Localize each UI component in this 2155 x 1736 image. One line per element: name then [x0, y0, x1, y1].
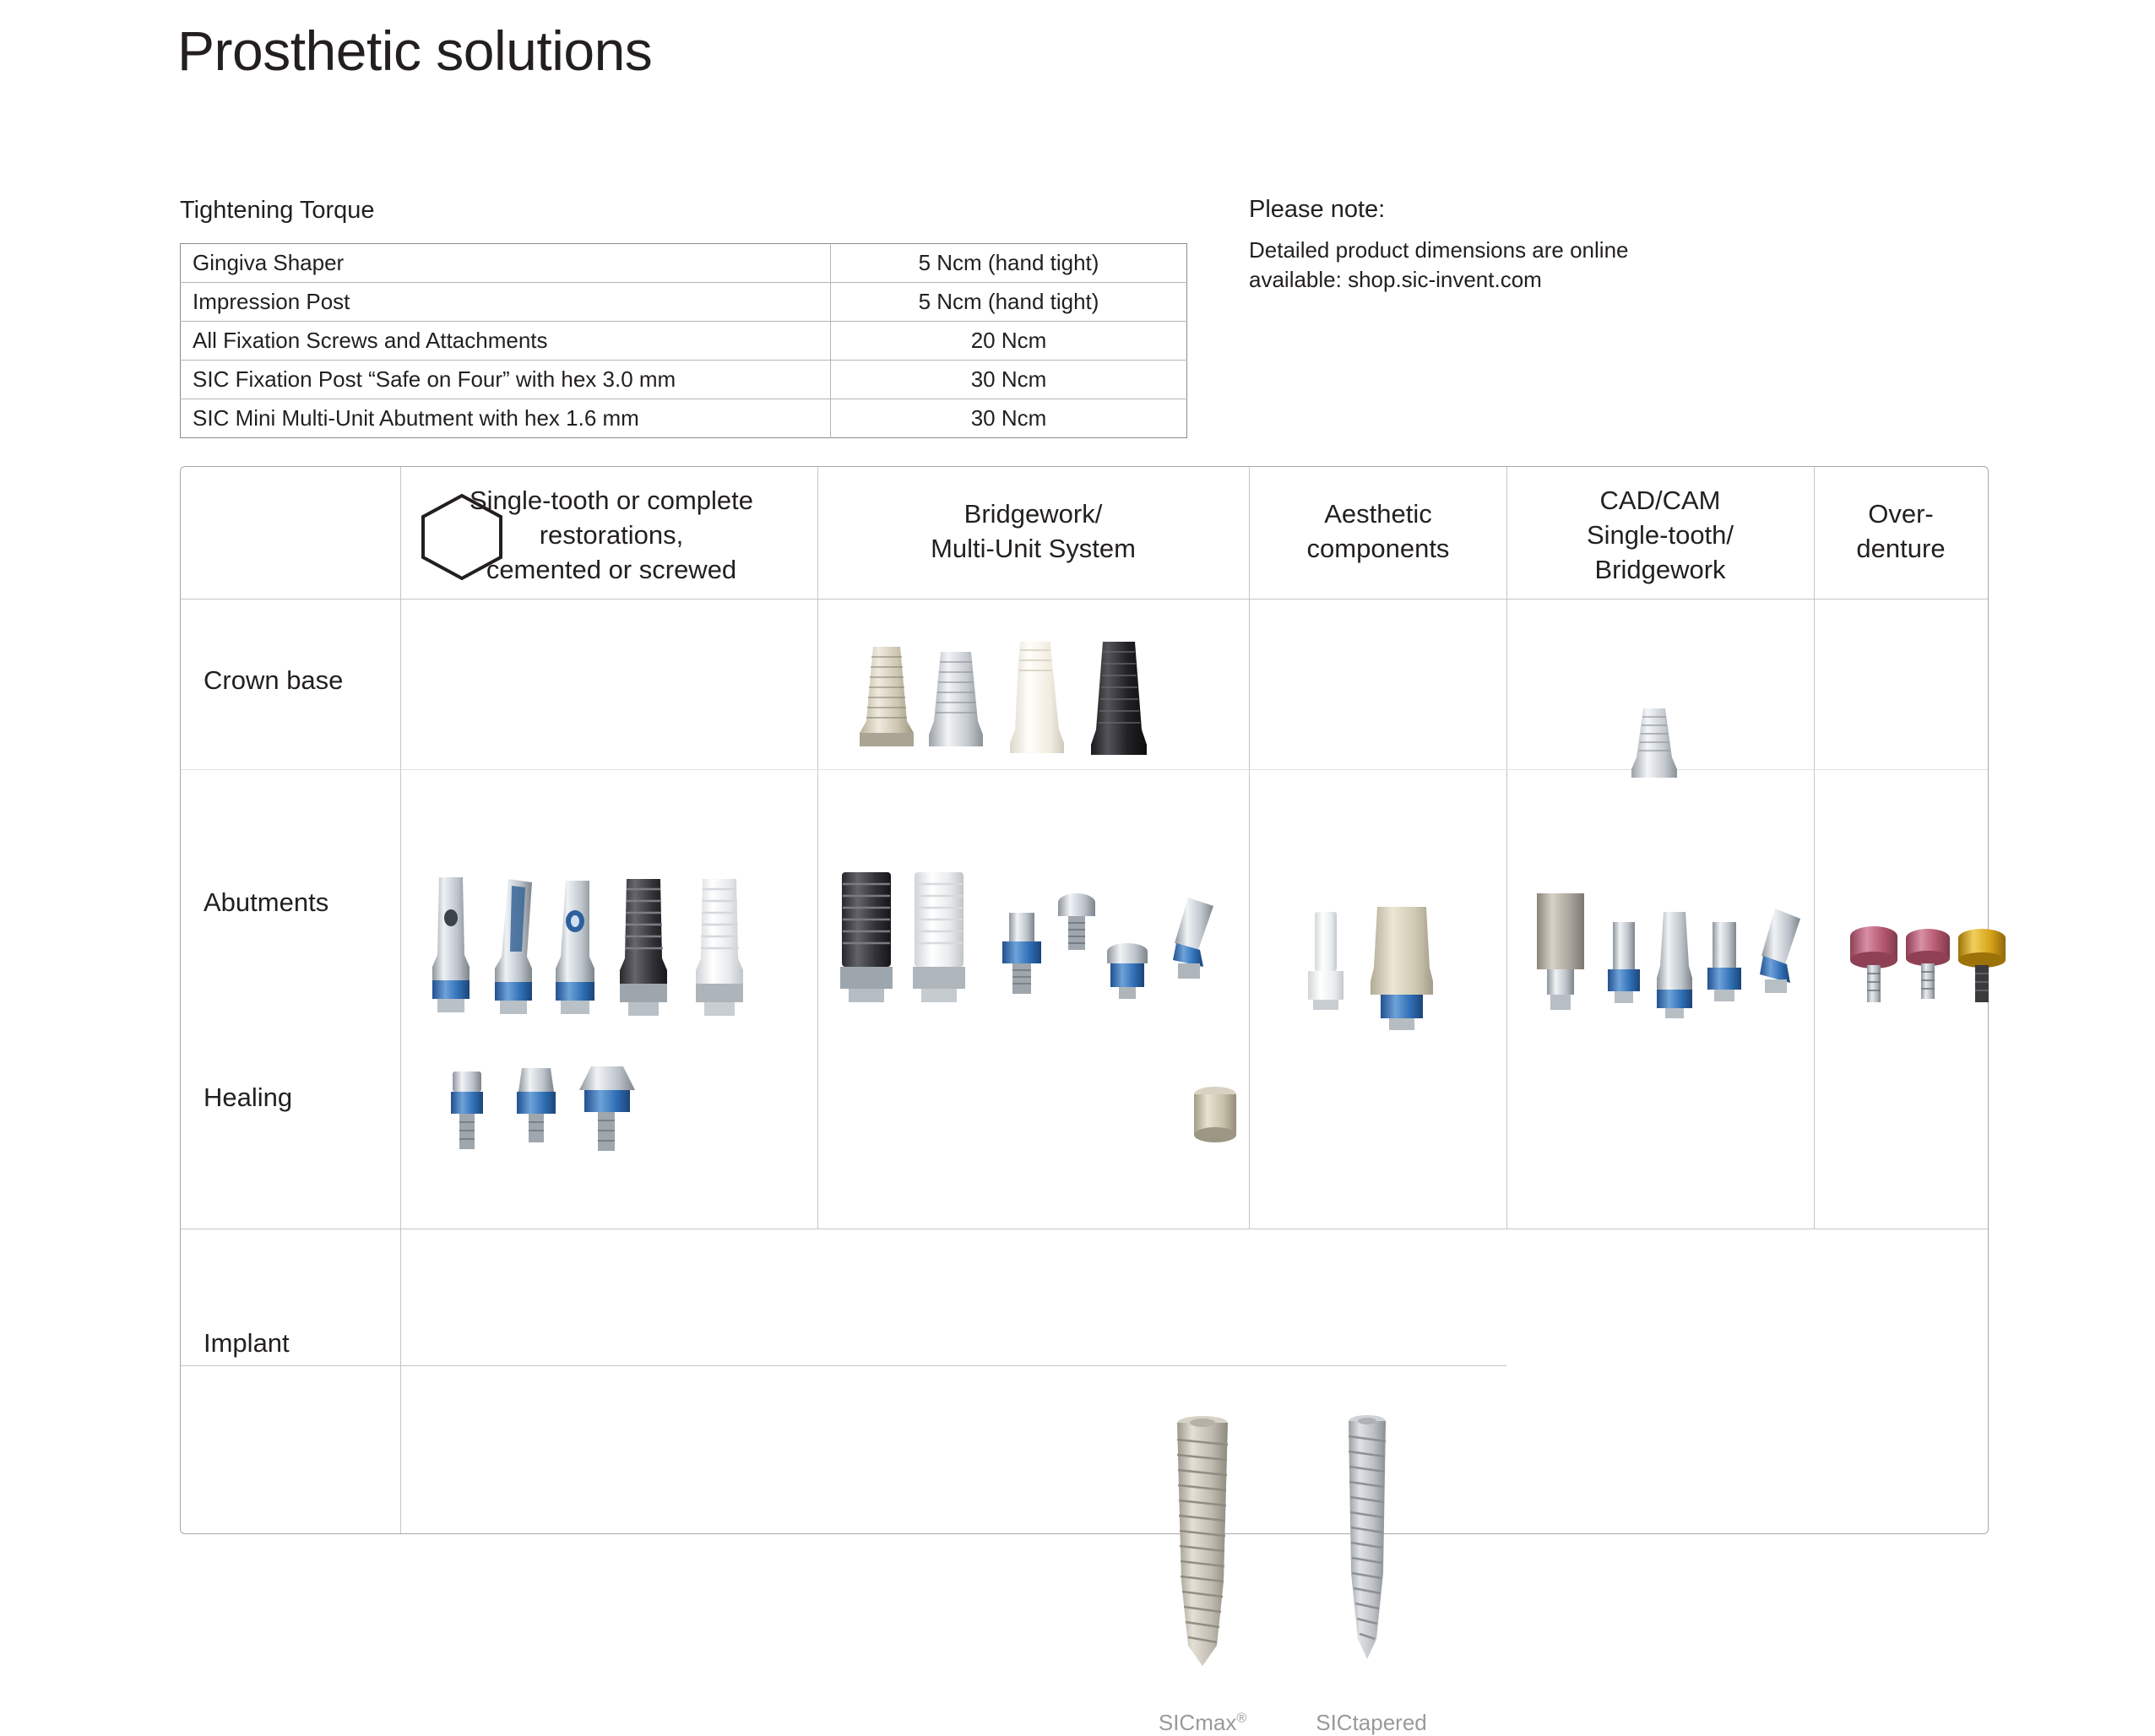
abutment-white-ribbed [696, 879, 743, 1016]
crown-base-black [1091, 642, 1147, 755]
abutments-single-tooth-group [426, 874, 806, 1047]
table-row [181, 322, 1187, 361]
torque-value: 20 Ncm [831, 322, 1187, 361]
abutments-cadcam-group [1532, 885, 1819, 1050]
overdenture-attachment-pink-2 [1906, 929, 1950, 999]
torque-label: SIC Fixation Post “Safe on Four” with hex 3.0 mm [181, 361, 831, 399]
table-row [181, 361, 1187, 399]
column-divider-4 [1506, 467, 1507, 1229]
torque-value: 5 Ncm (hand tight) [831, 283, 1187, 322]
cadcam-ti-base-angled [1760, 909, 1800, 993]
abutment-polished-inlay [556, 881, 594, 1014]
torque-value: 30 Ncm [831, 399, 1187, 438]
caption-text: SICmax [1158, 1710, 1237, 1735]
torque-heading: Tightening Torque [180, 197, 375, 224]
crown-base-steel [929, 652, 983, 746]
implant-caption-sictapered [1270, 1710, 1473, 1736]
col-line-1: Aesthetic [1324, 499, 1432, 529]
abutment-straight-steel [432, 877, 470, 1012]
row-label-healing: Healing [204, 1082, 293, 1112]
row-label-implant: Implant [204, 1328, 290, 1358]
row-label-crown-base: Crown base [204, 665, 344, 695]
crown-base-bridgework-group [848, 640, 1211, 762]
cadcam-ti-base-2 [1657, 912, 1692, 1018]
column-divider-5 [1814, 467, 1815, 1229]
overdenture-attachment-pink-1 [1850, 926, 1897, 1002]
overdenture-attachment-gold [1958, 929, 2006, 1002]
torque-label: All Fixation Screws and Attachments [181, 322, 831, 361]
col-line-1: Single-tooth or complete [469, 486, 754, 515]
torque-table [180, 243, 1187, 438]
column-header-aesthetic [1251, 497, 1505, 567]
torque-label: Impression Post [181, 283, 831, 322]
column-divider-1 [400, 467, 401, 1533]
cadcam-ti-base-3 [1707, 922, 1741, 1001]
abutments-aesthetic-group [1300, 893, 1468, 1050]
table-row [181, 399, 1187, 438]
crown-base-cadcam [1616, 705, 1692, 785]
col-line-2: denture [1856, 533, 1946, 563]
col-line-3: Bridgework [1594, 554, 1726, 584]
implant-sicmax [1156, 1413, 1249, 1687]
column-header-overdenture [1816, 497, 1985, 567]
col-line-2: components [1306, 533, 1450, 563]
healing-single-tooth-group [442, 1058, 713, 1197]
cadcam-titanium-blank [1537, 893, 1584, 1010]
healing-cap-medium [517, 1068, 556, 1142]
col-line-2: restorations, [539, 519, 684, 550]
row-label-abutments: Abutments [204, 887, 329, 917]
column-header-single-tooth [404, 484, 818, 588]
torque-label: Gingiva Shaper [181, 244, 831, 283]
crown-base-beige [860, 647, 914, 746]
aesthetic-white-post [1308, 912, 1343, 1010]
table-row [181, 244, 1187, 283]
please-note-block [1249, 196, 1629, 295]
mini-multi-unit-straight [1002, 913, 1041, 994]
product-matrix [180, 466, 1989, 1735]
crown-base-white [1010, 642, 1064, 753]
column-header-bridgework [820, 497, 1246, 567]
note-title: Please note: [1249, 196, 1386, 223]
page-title: Prosthetic solutions [177, 19, 653, 82]
healing-bridgework-cap [1177, 1079, 1253, 1159]
healing-cap-wide [579, 1066, 635, 1151]
aesthetic-beige-abutment [1371, 907, 1433, 1030]
col-line-2: Single-tooth/ [1586, 519, 1734, 550]
abutments-bridgework-group [835, 864, 1240, 1050]
multi-unit-dark [840, 872, 893, 1002]
col-line-1: CAD/CAM [1599, 486, 1721, 515]
col-line-3: cemented or screwed [486, 554, 737, 584]
caption-text: SICtapered [1316, 1710, 1427, 1735]
abutments-overdenture-group [1848, 923, 2034, 1054]
caption-superscript: ® [1236, 1711, 1247, 1726]
torque-value: 30 Ncm [831, 361, 1187, 399]
torque-label: SIC Mini Multi-Unit Abutment with hex 1.6 mm [181, 399, 831, 438]
mini-multi-unit-low [1107, 943, 1148, 999]
healing-cap-small [451, 1071, 483, 1149]
note-line-2: available: shop.sic-invent.com [1249, 267, 1542, 293]
implant-caption-sicmax [1118, 1710, 1287, 1736]
abutment-angled-polished [495, 879, 532, 1014]
row-divider-implant [181, 1365, 1506, 1366]
implant-sictapered [1321, 1413, 1414, 1687]
table-row [181, 283, 1187, 322]
abutment-dark-ribbed [620, 879, 667, 1016]
col-line-2: Multi-Unit System [931, 533, 1136, 563]
cadcam-ti-base-1 [1608, 922, 1640, 1003]
mini-multi-unit-angled [1173, 898, 1213, 979]
col-line-1: Bridgework/ [964, 499, 1103, 529]
col-line-1: Over- [1868, 499, 1934, 529]
row-divider-abutments [181, 769, 1988, 770]
note-line-1: Detailed product dimensions are online [1249, 237, 1629, 263]
multi-unit-white [913, 872, 965, 1002]
column-header-cadcam [1509, 484, 1811, 588]
fixation-screw [1058, 893, 1095, 950]
torque-value: 5 Ncm (hand tight) [831, 244, 1187, 283]
